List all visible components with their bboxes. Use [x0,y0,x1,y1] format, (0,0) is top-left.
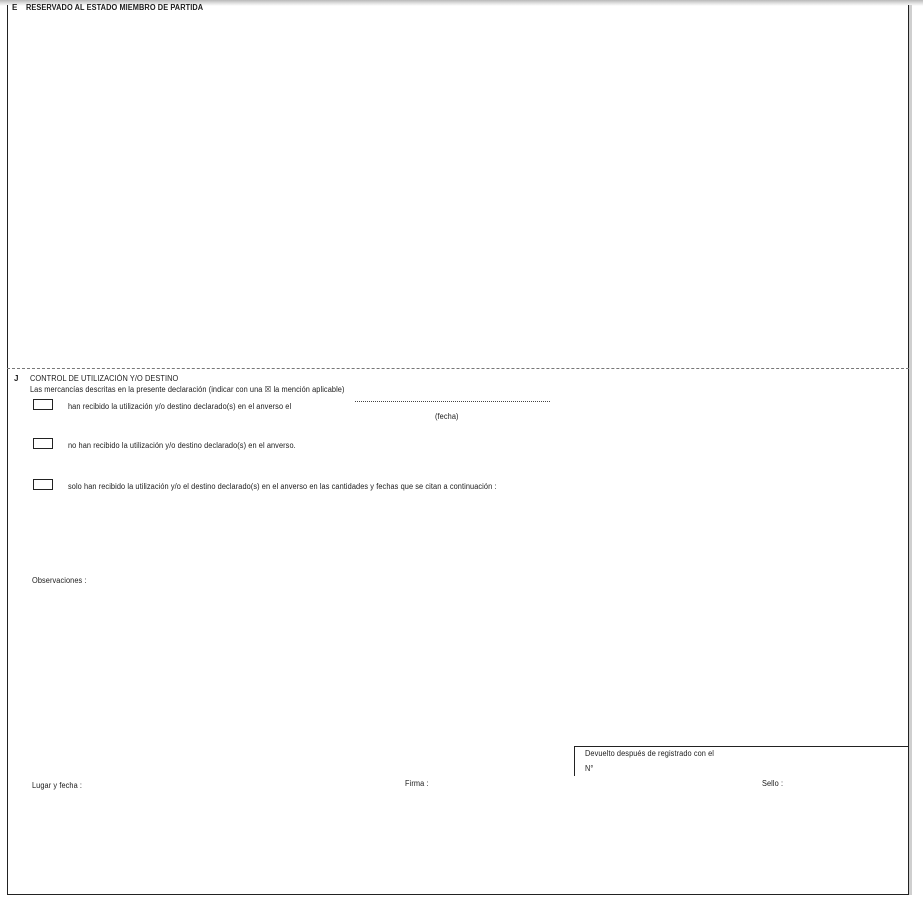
section-e-letter: E [12,3,18,12]
section-j-intro: Las mercancías descritas en la presente declaración (indicar con una ☒ la mención aplicable) [30,385,345,394]
section-e-title: RESERVADO AL ESTADO MIEMBRO DE PARTIDA [26,3,204,12]
observations-label: Observaciones : [32,576,87,585]
seal-label: Sello : [762,779,784,788]
section-divider [7,368,909,369]
section-j-letter: J [14,374,19,383]
option-2-label: no han recibido la utilización y/o destino declarado(s) en el anverso. [68,441,296,450]
date-fill-line[interactable] [355,401,550,402]
option-1-label: han recibido la utilización y/o destino declarado(s) en el anverso el [68,402,292,411]
right-edge-shadow [909,5,912,895]
section-j-title: CONTROL DE UTILIZACIÓN Y/O DESTINO [30,374,179,383]
number-label: N° [585,764,594,773]
option-1-checkbox[interactable] [33,399,53,410]
signature-label: Firma : [405,779,429,788]
date-caption: (fecha) [435,412,459,421]
option-3-checkbox[interactable] [33,479,53,490]
option-2-checkbox[interactable] [33,438,53,449]
option-3-label: solo han recibido la utilización y/o el destino declarado(s) en el anverso en las cantidades y fechas que se citan a continuación : [68,482,497,491]
place-date-label: Lugar y fecha : [32,781,83,790]
returned-label: Devuelto después de registrado con el [585,749,715,758]
